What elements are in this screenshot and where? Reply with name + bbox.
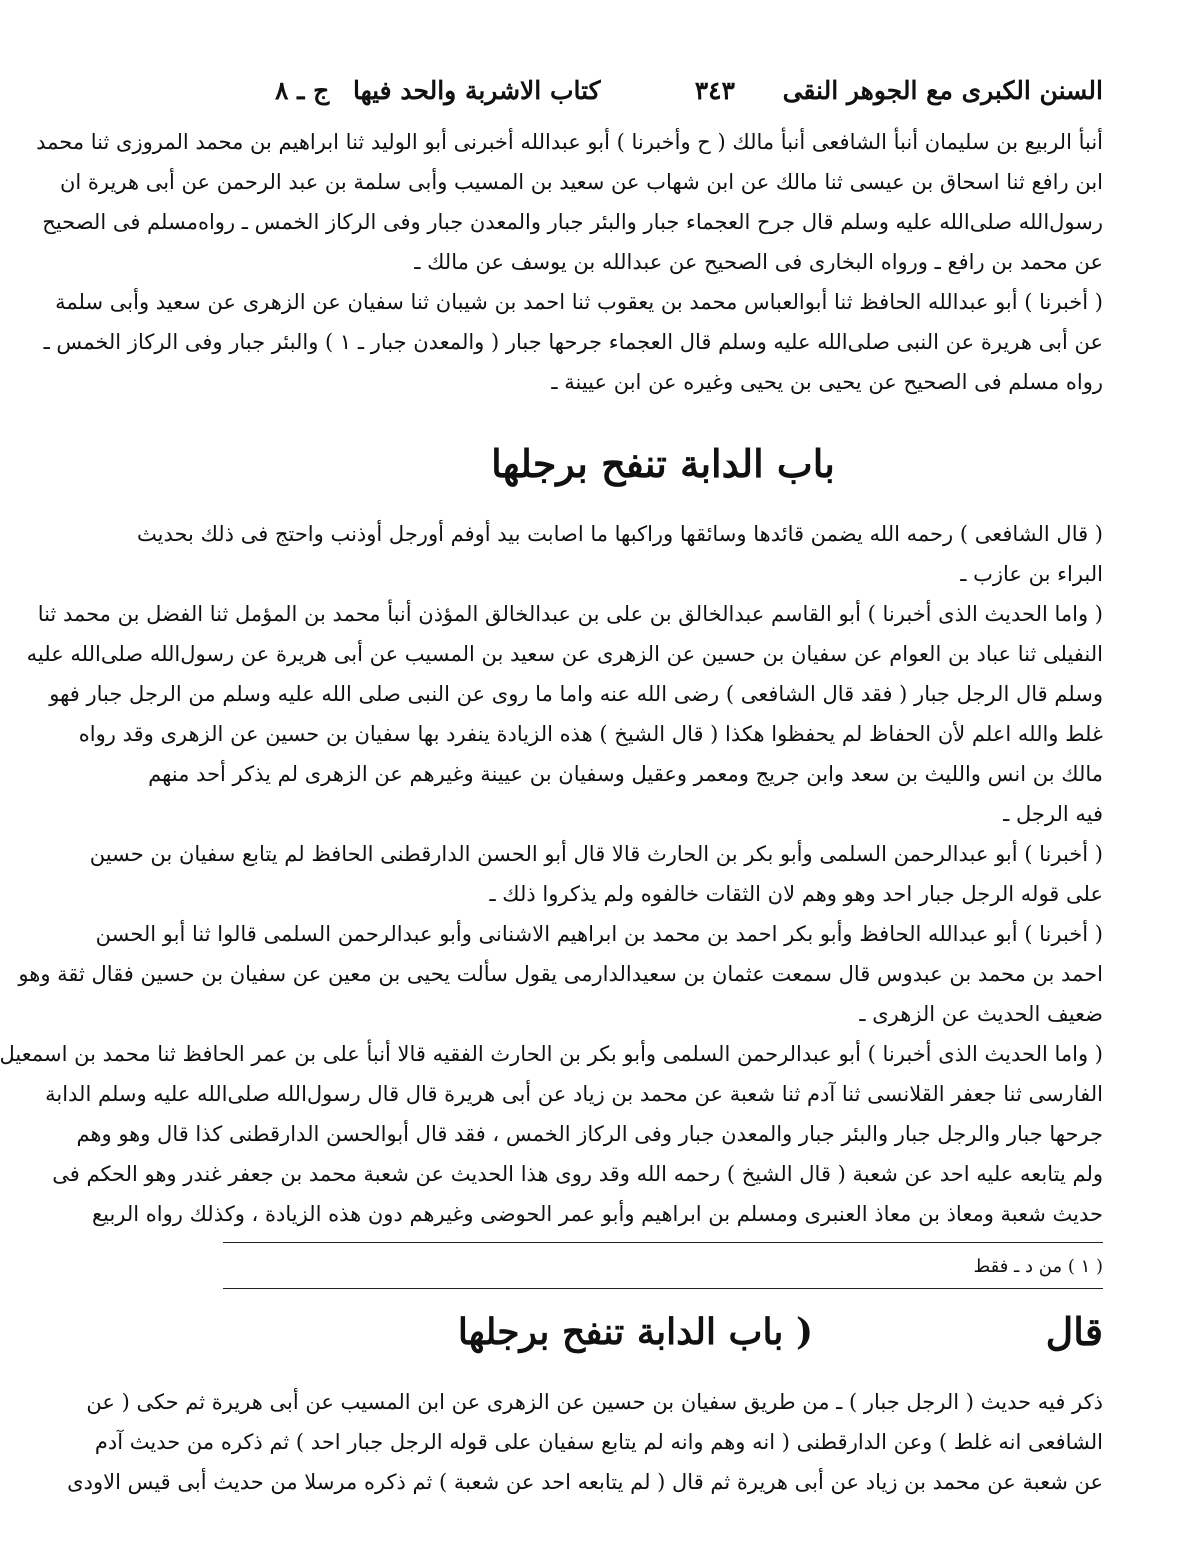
commentary-title: ( باب الدابة تنفح برجلها	[457, 1311, 813, 1353]
header-page-number: ٣٤٣	[694, 76, 735, 105]
section-heading: باب الدابة تنفح برجلها	[491, 441, 835, 486]
text-line: رسول‌الله صلى‌الله عليه وسلم قال جرح العجماء جبار والبئر جبار والمعدن جبار وفى الركاز الخمس ـ رواه‌مسلم فى الصحيح	[42, 210, 1103, 234]
header-book-title: السنن الكبرى مع الجوهر النقى	[782, 76, 1103, 105]
commentary-heading	[223, 1302, 1103, 1366]
commentary-line: ذكر فيه حديث ( الرجل جبار ) ـ من طريق سفيان بن حسين عن الزهرى عن ابن المسيب عن أبى هريرة ثم حكى ( عن	[86, 1390, 1103, 1414]
text-line: البراء بن عازب ـ	[960, 562, 1103, 586]
header-chapter-title: كتاب الاشربة والحد فيها	[353, 76, 601, 105]
text-line: ضعيف الحديث عن الزهرى ـ	[859, 1002, 1103, 1026]
footnote: ( ١ ) من د ـ فقط	[973, 1256, 1103, 1277]
footnote-divider	[223, 1242, 1103, 1243]
commentary-qal: قال	[1045, 1309, 1103, 1354]
text-line: عن أبى هريرة عن النبى صلى‌الله عليه وسلم قال العجماء جرحها جبار ( والمعدن جبار ـ ١ ) والبئر جبار وفى الركاز الخمس ـ	[43, 330, 1103, 354]
text-line: فيه الرجل ـ	[1003, 802, 1103, 826]
text-line: عن محمد بن رافع ـ ورواه البخارى فى الصحيح عن عبدالله بن يوسف عن مالك ـ	[414, 250, 1103, 274]
text-line: ابن رافع ثنا اسحاق بن عيسى ثنا مالك عن ابن شهاب عن سعيد بن المسيب وأبى سلمة بن عبد الرحمن عن أبى هريرة ان	[60, 170, 1103, 194]
text-line: ( أخبرنا ) أبو عبدالله الحافظ ثنا أبوالعباس محمد بن يعقوب ثنا احمد بن شيبان ثنا سفيان عن الزهرى عن سعيد وأبى سلمة	[55, 290, 1103, 314]
text-line: الفارسى ثنا جعفر القلانسى ثنا آدم ثنا شعبة عن محمد بن زياد عن أبى هريرة قال قال رسول‌الله صلى‌الله عليه وسلم الدابة	[45, 1082, 1103, 1106]
text-line: ( أخبرنا ) أبو عبدالرحمن السلمى وأبو بكر بن الحارث قالا قال أبو الحسن الدارقطنى الحافظ لم يتابع سفيان بن حسين	[89, 842, 1103, 866]
text-line: احمد بن محمد بن عبدوس قال سمعت عثمان بن سعيدالدارمى يقول سألت يحيى بن معين عن سفيان بن حسين فقال ثقة وهو	[18, 962, 1103, 986]
text-line: رواه مسلم فى الصحيح عن يحيى بن يحيى وغيره عن ابن عيينة ـ	[551, 370, 1103, 394]
text-line: ( أخبرنا ) أبو عبدالله الحافظ وأبو بكر احمد بن محمد بن ابراهيم الاشنانى وأبو عبدالرحمن السلمى قالوا ثنا أبو الحسن	[95, 922, 1103, 946]
text-line: جرحها جبار والرجل جبار والبئر جبار والمعدن جبار وفى الركاز الخمس ، فقد قال أبوالحسن الدارقطنى كذا قال وهو وهم	[76, 1122, 1103, 1146]
commentary-divider	[223, 1288, 1103, 1289]
text-line: على قوله الرجل جبار احد وهو وهم لان الثقات خالفوه ولم يذكروا ذلك ـ	[489, 882, 1103, 906]
text-line: غلط والله اعلم لأن الحفاظ لم يحفظوا هكذا ( قال الشيخ ) هذه الزيادة ينفرد بها سفيان بن حسين عن الزهرى وقد رواه	[78, 722, 1103, 746]
text-line: حديث شعبة ومعاذ بن معاذ العنبرى ومسلم بن ابراهيم وأبو عمر الحوضى وغيرهم دون هذه الزيادة ، وكذلك رواه الربيع	[91, 1202, 1103, 1226]
text-line: النفيلى ثنا عباد بن العوام عن سفيان بن حسين عن الزهرى عن سعيد بن المسيب عن أبى هريرة عن رسول‌الله صلى‌الله عليه	[26, 642, 1103, 666]
commentary-line: عن شعبة عن محمد بن زياد عن أبى هريرة ثم قال ( لم يتابعه احد عن شعبة ) ثم ذكره مرسلا من حديث أبى قيس الاودى	[67, 1470, 1103, 1494]
text-line: مالك بن انس والليث بن سعد وابن جريج ومعمر وعقيل وسفيان بن عيينة وغيرهم عن الزهرى لم يذكر أحد منهم	[148, 762, 1103, 786]
text-line: وسلم قال الرجل جبار ( فقد قال الشافعى ) رضى الله عنه واما ما روى عن النبى صلى الله عليه وسلم من الرجل جبار فهو	[49, 682, 1103, 706]
text-line: ( واما الحديث الذى أخبرنا ) أبو عبدالرحمن السلمى وأبو بكر بن الحارث الفقيه قالا أنبأ على بن عمر الحافظ ثنا محمد بن اسمعيل	[0, 1042, 1103, 1066]
running-header	[223, 70, 1103, 122]
text-line: ( قال الشافعى ) رحمه الله يضمن قائدها وسائقها وراكبها ما اصابت بيد أوفم أورجل أوذنب واحتج فى ذلك بحديث	[137, 522, 1103, 546]
commentary-line: الشافعى انه غلط ) وعن الدارقطنى ( انه وهم وانه لم يتابع سفيان على قوله الرجل جبار احد ) ثم ذكره من حديث آدم	[94, 1430, 1103, 1454]
text-line: ( واما الحديث الذى أخبرنا ) أبو القاسم عبدالخالق بن على بن عبدالخالق المؤذن أنبأ محمد بن المؤمل ثنا الفضل بن محمد ثنا	[37, 602, 1103, 626]
text-line: ولم يتابعه عليه احد عن شعبة ( قال الشيخ ) رحمه الله وقد روى هذا الحديث عن شعبة محمد بن جعفر غندر وهو الحكم فى	[52, 1162, 1103, 1186]
text-line: أنبأ الربيع بن سليمان أنبأ الشافعى أنبأ مالك ( ح وأخبرنا ) أبو عبدالله أخبرنى أبو الوليد ثنا ابراهيم بن محمد المروزى ثنا محمد	[36, 130, 1103, 154]
header-volume: ج ـ ٨	[275, 76, 330, 105]
